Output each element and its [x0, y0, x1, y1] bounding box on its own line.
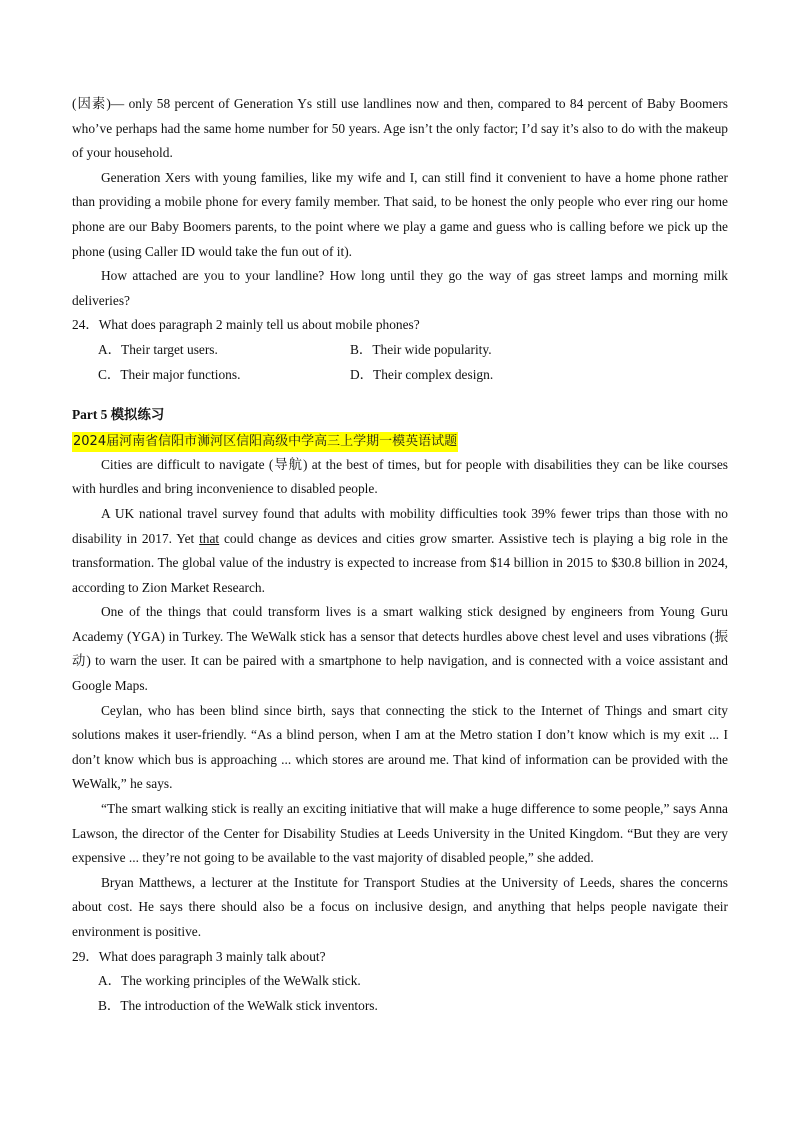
underlined-word-that: that — [199, 530, 220, 546]
passage2-paragraph-3: One of the things that could transform lives is a smart walking stick designed by engineers from Young Guru Academy (YGA) in Turkey. The WeWalk stick has a sensor that detects hurdles above chest level and uses vibrations (振动) to warn the user. It can be paired with a smartphone to help navigation, and is connected with a voice assistant and Google Maps. — [72, 604, 728, 694]
part-5-heading: Part 5 模拟练习 — [72, 407, 165, 423]
question-24-option-a: A．Their target users. — [98, 341, 218, 357]
passage2-paragraph-2 — [72, 502, 728, 600]
passage1-paragraph-2: Generation Xers with young families, like my wife and I, can still find it convenient to have a home phone rather than providing a mobile phone for every family member. That said, to be honest the only people who ever ring our home phone are our Baby Boomers parents, to the point where we play a game and guess who is calling before we pick up the phone (using Caller ID would take the fun out of it). — [72, 169, 728, 259]
passage1-paragraph-3: How attached are you to your landline? How long until they go the way of gas street lamps and morning milk deliveries? — [72, 268, 728, 308]
passage2-paragraph-5: “The smart walking stick is really an exciting initiative that will make a huge difference to some people,” says Anna Lawson, the director of the Center for Disability Studies at Leeds University in the United Kingdom. “But they are very expensive ... they’re not going to be available to the vast majority of disabled people,” she added. — [72, 801, 728, 866]
passage2-paragraph-6: Bryan Matthews, a lecturer at the Institute for Transport Studies at the University of Leeds, shares the concerns about cost. He says there should also be a focus on inclusive design, and anything that helps people navigate their environment is positive. — [72, 874, 728, 939]
passage2-paragraph-2-after: could change as devices and cities grow smarter. Assistive tech is playing a big role in the transformation. The global value of the industry is expected to increase from $14 billion in 2015 to $30.8 billion in 2024, according to Zion Market Research. — [72, 530, 728, 595]
question-29-option-b: B．The introduction of the WeWalk stick inventors. — [98, 997, 378, 1013]
passage2-paragraph-4: Ceylan, who has been blind since birth, says that connecting the stick to the Internet of Things and smart city solutions makes it user-friendly. “As a blind person, when I am at the Metro station I don’t know which is my exit ... I don’t know which bus is approaching ... which stores are around me. That kind of information can be provided with the WeWalk,” he says. — [72, 702, 728, 792]
question-24-option-b: B．Their wide popularity. — [350, 341, 492, 357]
question-24-option-c: C．Their major functions. — [98, 366, 241, 382]
question-24-stem: 24．What does paragraph 2 mainly tell us about mobile phones? — [72, 317, 420, 333]
document-page — [72, 92, 728, 1018]
passage2-paragraph-1: Cities are difficult to navigate (导航) at the best of times, but for people with disabilities they can be like courses with hurdles and bring inconvenience to disabled people. — [72, 456, 728, 497]
question-24-options-row-2 — [72, 363, 728, 388]
question-29-stem: 29．What does paragraph 3 mainly talk about? — [72, 948, 326, 964]
passage2-paragraph-2-before: A UK national travel survey found that adults with mobility difficulties took 39% fewer trips than those with no disability in 2017. Yet — [72, 505, 728, 546]
question-29-option-a: A．The working principles of the WeWalk stick. — [98, 973, 361, 989]
question-24-options-row-1 — [72, 338, 728, 363]
question-24-option-d: D．Their complex design. — [350, 366, 494, 382]
exam-title-highlighted: 2024届河南省信阳市浉河区信阳高级中学高三上学期一模英语试题 — [72, 432, 458, 452]
exam-title-row — [72, 430, 728, 452]
passage1-paragraph-1: (因素)— only 58 percent of Generation Ys still use landlines now and then, compared to 84 percent of Baby Boomers who’ve perhaps had the same home number for 50 years. Age isn’t the only factor; I’d say it’s also to do with the makeup of your household. — [72, 96, 728, 161]
